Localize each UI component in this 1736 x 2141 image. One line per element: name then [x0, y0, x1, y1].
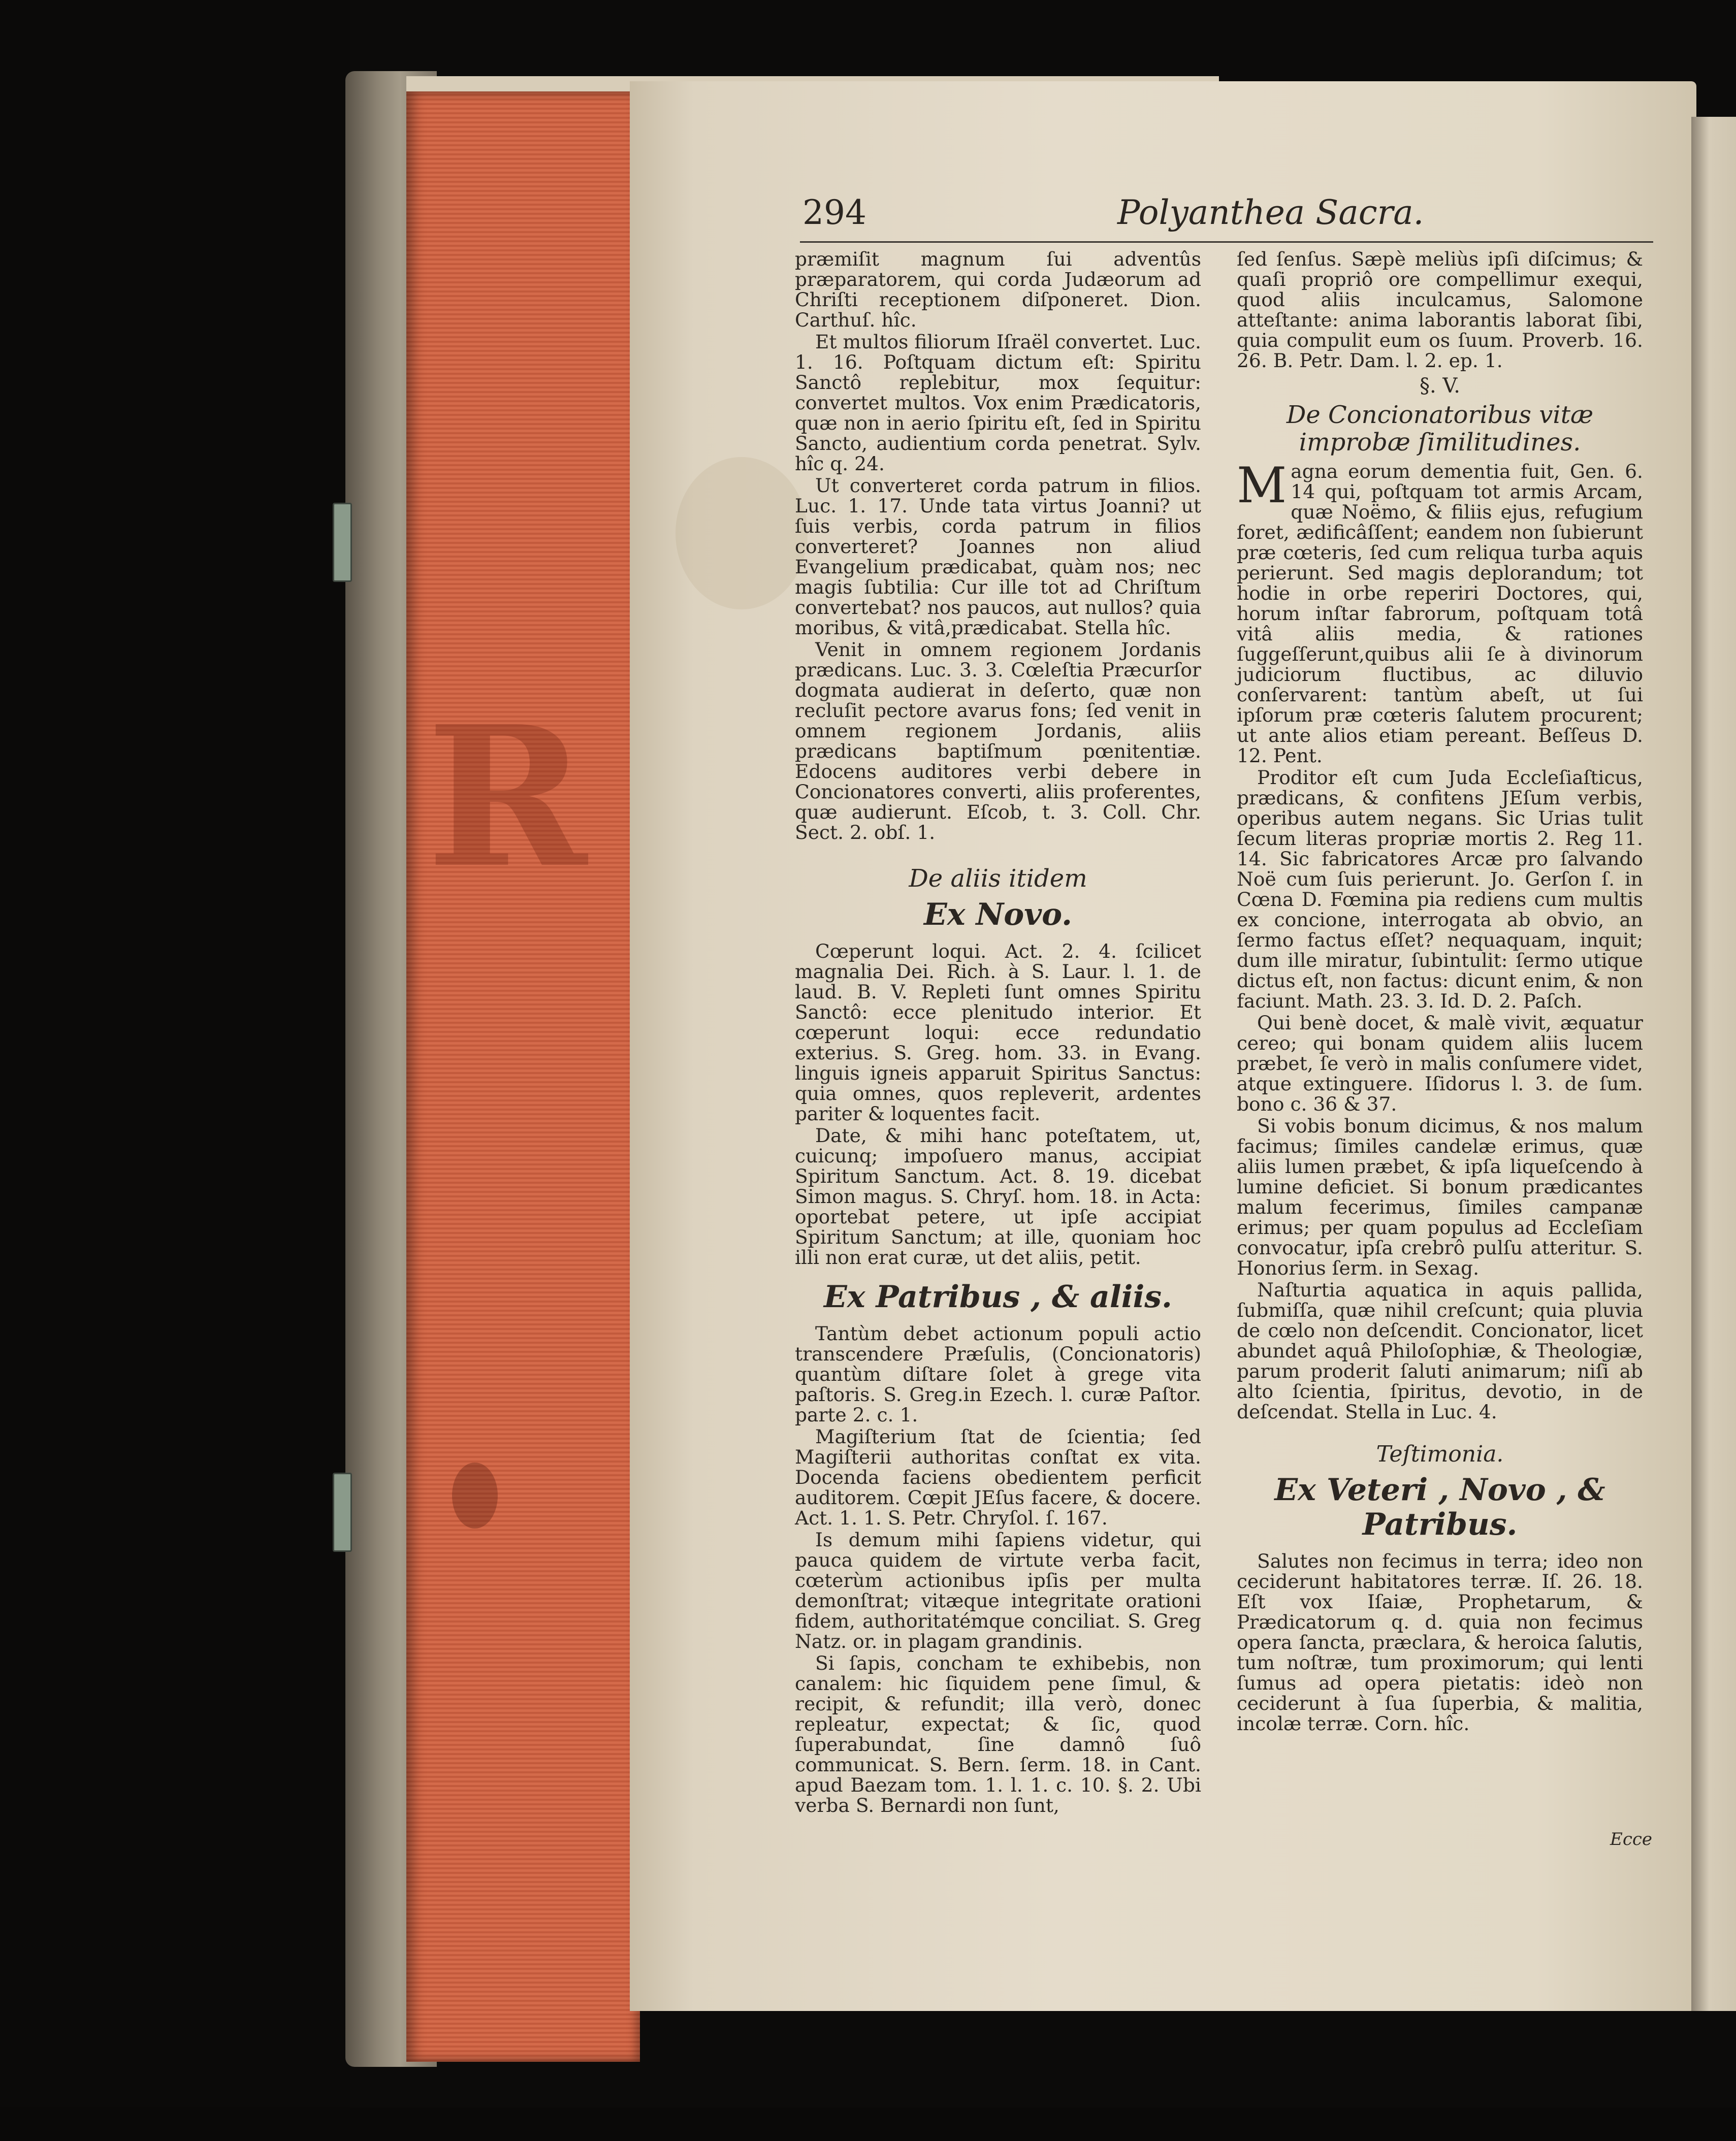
section-heading: Ex Novo. [924, 897, 1072, 932]
background-left [0, 0, 350, 2141]
paragraph: Si ſapis, concham te exhibebis, non canalem: hic ſiquidem pene ſimul, & recipit, & refundit; illa verò, donec repleatur, expectat; & ſic, quod ſuperabundat, ſine damnô ſuô communicat. S. Bern. ſerm. 18. in Cant. apud Baezam tom. 1. l. 1. c. 10. §. 2. Ubi verba S. Bernardi non ſunt, [795, 1652, 1201, 1816]
paragraph: Proditor eſt cum Juda Eccleſiaſticus, prædicans, & confitens JEſum verbis, operibus autem negans. Sic Urias tulit ſecum literas propriæ mortis 2. Reg 11. 14. Sic fabricatores Arcæ pro ſalvando Noë cum ſuis perierunt. Jo. Gerſon ſ. in Cœna D. Fœmina pia rediens cum multis ex concione, interrogata ab obvio, an ſermo factus eſſet? nequaquam, inquit; dum ille miratur, ſubintulit: ſermo utique dictus eſt, non factus: dicunt enim, & non faciunt. Math. 23. 3. Id. D. 2. Paſch. [1237, 766, 1643, 1012]
paragraph: Salutes non fecimus in terra; ideo non ceciderunt habitatores terræ. Iſ. 26. 18. Eſt vox Iſaiæ, Prophetarum, & Prædicatorum q. d. quia non fecimus opera ſancta, præclara, & heroica ſalutis, tum noſtræ, tum proximorum; qui lenti ſumus ad opera pietatis: ideò non ceciderunt à ſua ſuperbia, & malitia, incolæ terræ. Corn. hîc. [1237, 1550, 1643, 1735]
paragraph: Qui benè docet, & malè vivit, æquatur cereo; qui bonam quidem aliis lucem præbet, ſe verò in malis conſumere videt, atque extinguere. Iſidorus l. 3. de ſum. bono c. 36 & 37. [1237, 1012, 1643, 1115]
section-heading: Ex Veteri , Novo , & Patribus. [1274, 1472, 1605, 1542]
red-fore-edge [406, 91, 640, 2062]
paragraph: præmiſit magnum ſui adventûs præparatorem, qui corda Judæorum ad Chriſti receptionem diſponeret. Dion. Carthuſ. hîc. [795, 248, 1201, 331]
paragraph-text: agna eorum dementia fuit, Gen. 6. 14 qui, poſtquam tot armis Arcam, quæ Noëmo, & filiis ejus, refugium foret, ædificâſſent; eandem non ſubierunt præ cœteris, ſed cum reliqua turba aquis perierunt. Sed magis deplorandum; tot hodie in orbe reperiri Doctores, qui, horum inſtar fabrorum, poſtquam totâ vitâ aliis media, & rationes ſuggeſſerunt,quibus alii ſe à divinorum judiciorum fluctibus, ac diluvio conſervarent: tantùm abeſt, ut ſui ipſorum præ cœteris ſalutem procurent; ut ante alios etiam pereant. Beſſeus D. 12. Pent. [1237, 460, 1643, 767]
facing-page-edge [1691, 117, 1736, 2011]
page-number: 294 [802, 193, 866, 232]
paragraph: Is demum mihi ſapiens videtur, qui pauca quidem de virtute verba facit, cœterùm actionibus ipſis per multa demonſtrat; vitæque integritate orationi fidem, authoritatémque conciliat. S. Greg Natz. or. in plagam grandinis. [795, 1529, 1201, 1652]
paragraph: Et multos filiorum Iſraël convertet. Luc. 1. 16. Poſtquam dictum eſt: Spiritu Sanctô replebitur, mox ſequitur: convertet multos. Vox enim Prædicatoris, quæ non in aerio ſpiritu eſt, ſed in Spiritu Sancto, audientium corda penetrat. Sylv. hîc q. 24. [795, 331, 1201, 475]
clasp-bottom [333, 1473, 352, 1552]
paragraph-with-initial [1237, 457, 1643, 767]
drop-cap: M [1237, 457, 1287, 514]
catchword: Ecce [1610, 1829, 1653, 1850]
right-column [1237, 249, 1643, 1735]
paragraph: Venit in omnem regionem Jordanis prædicans. Luc. 3. 3. Cœleſtia Præcurſor dogmata audierat in deſerto, quæ non recluſit pectore avarus fons; ſed venit in omnem regionem Jordanis, aliis prædicans baptiſmum pœnitentiæ. Edocens auditores verbi debere in Concionatores converti, aliis proferentes, quæ audierunt. Eſcob, t. 3. Coll. Chr. Sect. 2. obſ. 1. [795, 638, 1201, 844]
section-heading: Ex Patribus , & aliis. [824, 1279, 1172, 1315]
paragraph: Naſturtia aquatica in aquis pallida, ſubmiſſa, quæ nihil creſcunt; quia pluvia de cœlo non deſcendit. Concionator, licet abundet aquâ Philoſophiæ, & Theologiæ, parum proderit ſaluti animarum; niſi ab alto ſcientia, ſpiritus, devotio, in de deſcendat. Stella in Luc. 4. [1237, 1279, 1643, 1423]
paragraph: ſed ſenſus. Sæpè meliùs ipſi diſcimus; & quaſi propriô ore compellimur exequi, quod aliis inculcamus, Salomone atteſtante: anima laborantis laborat ſibi, quia compulit eum os ſuum. Proverb. 16. 26. B. Petr. Dam. l. 2. ep. 1. [1237, 248, 1643, 372]
running-title: Polyanthea Sacra. [1117, 193, 1424, 232]
section-heading: De aliis itidem [909, 864, 1087, 893]
paragraph: Ut converteret corda patrum in filios. Luc. 1. 17. Unde tata virtus Joanni? ut ſuis verbis, corda patrum in filios converteret? Joannes non aliud Evangelium prædicabat, quàm nos; nec magis ſubtilia: Cur ille tot ad Chriſtum convertebat? nos paucos, aut nullos? quia moribus, & vitâ,prædicabat. Stella hîc. [795, 474, 1201, 639]
fore-edge-marking: R [427, 684, 587, 911]
section-heading: De Concionatoribus vitæ improbæ ſimilitudines. [1286, 401, 1594, 457]
background-bottom [0, 2107, 1736, 2141]
paragraph: Si vobis bonum dicimus, & nos malum facimus; ſimiles candelæ erimus, quæ aliis lumen præbet, & ipſa liqueſcendo à lumine deficiet. Si bonum prædicantes malum fecerimus, ſimiles campanæ erimus; per quam populus ad Eccleſiam convocatur, ipſa crebrô pulſu atteritur. S. Honorius ſerm. in Sexag. [1237, 1115, 1643, 1279]
fore-edge-stain [452, 1463, 498, 1529]
paragraph: Tantùm debet actionum populi actio transcendere Præſulis, (Concionatoris) quantùm diſtare ſolet à grege vita paſtoris. S. Greg.in Ezech. l. curæ Paſtor. parte 2. c. 1. [795, 1322, 1201, 1426]
header-rule [800, 241, 1653, 243]
page-stain [676, 457, 808, 609]
left-column [795, 249, 1201, 1817]
paragraph: Magiſterium ſtat de ſcientia; ſed Magiſterii authoritas conſtat ex vita. Docenda faciens obedientem perficit auditorem. Cœpit JEſus facere, & docere. Act. 1. 1. S. Petr. Chryſol. ſ. 167. [795, 1425, 1201, 1529]
section-heading: Teſtimonia. [1376, 1441, 1504, 1467]
section-number: §. V. [1419, 374, 1461, 398]
paragraph: Date, & mihi hanc poteſtatem, ut, cuicunq; impoſuero manus, accipiat Spiritum Sanctum. Act. 8. 19. dicebat Simon magus. S. Chryſ. hom. 18. in Acta: oportebat petere, ut ipſe accipiat Spiritum Sanctum; at ille, quoniam hoc illi non erat curæ, ut det aliis, petit. [795, 1124, 1201, 1269]
paragraph: Cœperunt loqui. Act. 2. 4. ſcilicet magnalia Dei. Rich. à S. Laur. l. 1. de laud. B. V. Repleti ſunt omnes Spiritu Sanctô: ecce plenitudo interior. Et cœperunt loqui: ecce redundatio exterius. S. Greg. hom. 33. in Evang. linguis igneis apparuit Spiritus Sanctus: quia omnes, quos repleverit, ardentes pariter & loquentes facit. [795, 940, 1201, 1125]
clasp-top [333, 503, 352, 582]
